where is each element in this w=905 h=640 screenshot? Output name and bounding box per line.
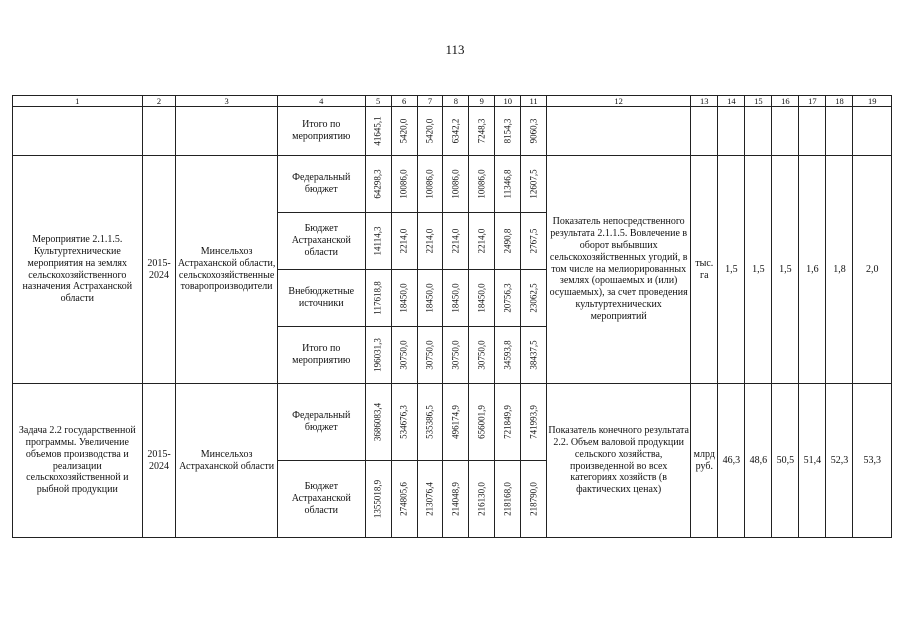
empty-cell xyxy=(547,107,691,156)
amount-value: 18450,0 xyxy=(476,283,487,313)
amount-value: 10086,0 xyxy=(450,169,461,199)
amount-value: 10086,0 xyxy=(424,169,435,199)
task-period: 2015-2024 xyxy=(142,384,176,538)
header-cell: 12 xyxy=(547,96,691,107)
amount-value: 2214,0 xyxy=(450,228,461,254)
empty-cell xyxy=(745,107,772,156)
amount-value: 2490,8 xyxy=(502,228,513,254)
header-cell: 1 xyxy=(13,96,143,107)
amount-value: 741993,9 xyxy=(528,405,539,439)
empty-cell xyxy=(772,107,799,156)
program-table xyxy=(12,95,892,538)
amount-value: 5420,0 xyxy=(424,118,435,144)
header-row xyxy=(13,96,892,107)
target-value: 53,3 xyxy=(853,384,892,538)
funding-source-label: Бюджет Астраханской области xyxy=(277,461,365,538)
header-cell: 16 xyxy=(772,96,799,107)
amount-value: 2214,0 xyxy=(424,228,435,254)
indicator-unit: тыс. га xyxy=(691,156,718,384)
header-cell: 13 xyxy=(691,96,718,107)
page-number: 113 xyxy=(445,42,465,57)
amount-value: 10086,0 xyxy=(398,169,409,199)
amount-value: 218790,0 xyxy=(528,482,539,516)
amount-value: 10086,0 xyxy=(476,169,487,199)
indicator-unit: млрд руб. xyxy=(691,384,718,538)
amount-value: 30750,0 xyxy=(398,340,409,370)
amount-value: 496174,9 xyxy=(450,405,461,439)
header-cell: 5 xyxy=(365,96,391,107)
amount-value: 64298,3 xyxy=(372,169,383,199)
amount-value: 2214,0 xyxy=(398,228,409,254)
amount-value: 535386,5 xyxy=(424,405,435,439)
task-executor: Минсельхоз Астраханской области xyxy=(176,384,277,538)
header-cell: 18 xyxy=(826,96,853,107)
target-value: 1,5 xyxy=(718,156,745,384)
amount-value: 20756,3 xyxy=(502,283,513,313)
amount-value: 30750,0 xyxy=(450,340,461,370)
amount-value: 2767,5 xyxy=(528,228,539,254)
amount-value: 8154,3 xyxy=(502,118,513,144)
amount-value: 5420,0 xyxy=(398,118,409,144)
empty-cell xyxy=(691,107,718,156)
header-cell: 2 xyxy=(142,96,176,107)
amount-value: 30750,0 xyxy=(476,340,487,370)
amount-value: 23062,5 xyxy=(528,283,539,313)
amount-value: 11346,8 xyxy=(502,169,513,199)
amount-value: 1355018,9 xyxy=(372,479,383,519)
amount-value: 41645,1 xyxy=(372,116,383,146)
funding-source-label: Федеральный бюджет xyxy=(277,156,365,213)
target-value: 1,8 xyxy=(826,156,853,384)
table-row xyxy=(13,156,892,213)
header-cell: 15 xyxy=(745,96,772,107)
header-cell: 4 xyxy=(277,96,365,107)
amount-value: 7248,3 xyxy=(476,118,487,144)
amount-value: 34593,8 xyxy=(502,340,513,370)
amount-value: 12607,5 xyxy=(528,169,539,199)
event-executor: Минсельхоз Астраханской области, сельскохозяйственные товаропроизводители xyxy=(176,156,277,384)
amount-value: 534676,3 xyxy=(398,405,409,439)
amount-value: 721849,9 xyxy=(502,405,513,439)
header-cell: 9 xyxy=(469,96,495,107)
empty-cell xyxy=(142,107,176,156)
amount-value: 218168,0 xyxy=(502,482,513,516)
event-period: 2015-2024 xyxy=(142,156,176,384)
target-value: 48,6 xyxy=(745,384,772,538)
table-row xyxy=(13,384,892,461)
target-value: 52,3 xyxy=(826,384,853,538)
target-value: 1,6 xyxy=(799,156,826,384)
empty-cell xyxy=(13,107,143,156)
table-row xyxy=(13,107,892,156)
target-value: 1,5 xyxy=(745,156,772,384)
header-cell: 10 xyxy=(495,96,521,107)
indicator-description: Показатель непосредственного результата 2.1.1.5. Вовлечение в оборот выбывших сельскохозяйственных угодий, в том числе на мелиорированных землях (орошаемых и (или) осушаемых), за счет проведения культуртехнических мероприятий xyxy=(547,156,691,384)
funding-source-label: Федеральный бюджет xyxy=(277,384,365,461)
amount-value: 196031,3 xyxy=(372,338,383,372)
amount-value: 214048,9 xyxy=(450,482,461,516)
amount-value: 18450,0 xyxy=(450,283,461,313)
header-cell: 14 xyxy=(718,96,745,107)
amount-value: 38437,5 xyxy=(528,340,539,370)
header-cell: 8 xyxy=(443,96,469,107)
indicator-description: Показатель конечного результата 2.2. Объем валовой продукции сельского хозяйства, произведенной во всех категориях хозяйств (в фактических ценах) xyxy=(547,384,691,538)
target-value: 50,5 xyxy=(772,384,799,538)
empty-cell xyxy=(176,107,277,156)
target-value: 1,5 xyxy=(772,156,799,384)
amount-value: 216130,0 xyxy=(476,482,487,516)
funding-source-label: Внебюджетные источники xyxy=(277,270,365,327)
amount-value: 2214,0 xyxy=(476,228,487,254)
amount-value: 18450,0 xyxy=(398,283,409,313)
target-value: 51,4 xyxy=(799,384,826,538)
funding-source-label: Бюджет Астраханской области xyxy=(277,213,365,270)
empty-cell xyxy=(799,107,826,156)
amount-value: 18450,0 xyxy=(424,283,435,313)
amount-value: 117618,8 xyxy=(372,281,383,315)
amount-value: 14114,3 xyxy=(372,226,383,256)
empty-cell xyxy=(718,107,745,156)
funding-source-label: Итого по мероприятию xyxy=(277,107,365,156)
target-value: 2,0 xyxy=(853,156,892,384)
target-value: 46,3 xyxy=(718,384,745,538)
empty-cell xyxy=(826,107,853,156)
amount-value: 656001,9 xyxy=(476,405,487,439)
header-cell: 19 xyxy=(853,96,892,107)
header-cell: 3 xyxy=(176,96,277,107)
header-cell: 6 xyxy=(391,96,417,107)
amount-value: 213076,4 xyxy=(424,482,435,516)
amount-value: 6342,2 xyxy=(450,118,461,144)
task-name: Задача 2.2 государственной программы. Увеличение объемов производства и реализации сельскохозяйственной и рыбной продукции xyxy=(13,384,143,538)
amount-value: 3686083,4 xyxy=(372,402,383,442)
event-name: Мероприятие 2.1.1.5. Культуртехнические мероприятия на землях сельскохозяйственного назначения Астраханской области xyxy=(13,156,143,384)
amount-value: 274805,6 xyxy=(398,482,409,516)
empty-cell xyxy=(853,107,892,156)
amount-value: 9060,3 xyxy=(528,118,539,144)
funding-source-label: Итого по мероприятию xyxy=(277,327,365,384)
header-cell: 11 xyxy=(521,96,547,107)
header-cell: 17 xyxy=(799,96,826,107)
header-cell: 7 xyxy=(417,96,443,107)
amount-value: 30750,0 xyxy=(424,340,435,370)
